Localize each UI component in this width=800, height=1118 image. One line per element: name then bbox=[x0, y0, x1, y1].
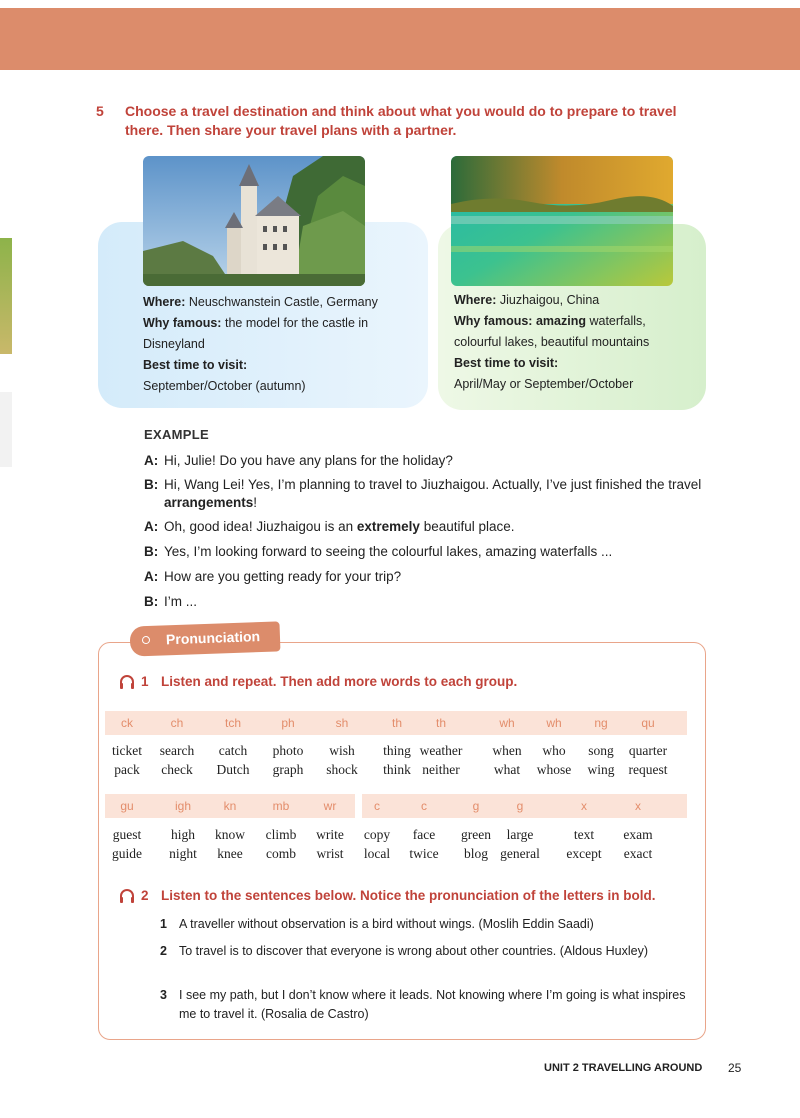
task-number: 5 bbox=[96, 103, 104, 119]
famous-bold: amazing bbox=[535, 314, 586, 328]
question-text: Listen to the sentences below. Notice the pronunciation of the letters in bold. bbox=[161, 888, 656, 903]
example-word: what bbox=[493, 762, 521, 777]
example-word: write bbox=[316, 827, 344, 842]
example-word: thing bbox=[383, 743, 411, 758]
speaker: B: bbox=[144, 594, 159, 609]
example-word: know bbox=[215, 827, 245, 842]
example-word: ticket bbox=[112, 743, 142, 758]
letter-group: wh bbox=[546, 716, 562, 730]
example-word: weather bbox=[419, 743, 463, 758]
line-text: How are you getting ready for your trip? bbox=[164, 569, 402, 584]
castle-photo bbox=[143, 156, 365, 286]
letter-group: ph bbox=[281, 716, 295, 730]
footer-unit: UNIT 2 TRAVELLING AROUND bbox=[544, 1062, 703, 1074]
example-word: photo bbox=[272, 743, 304, 758]
letter-group: th bbox=[391, 716, 402, 730]
example-word: comb bbox=[266, 846, 296, 861]
left-edge-image bbox=[0, 238, 12, 354]
famous-value: the model for the castle in Disneyland bbox=[143, 316, 369, 351]
sentence-text: To travel is to discover that everyone is wrong about other countries. (Aldous Huxley) bbox=[179, 944, 648, 958]
example-word: blog bbox=[463, 846, 488, 861]
example-word: except bbox=[566, 846, 602, 861]
example-word: local bbox=[363, 846, 391, 861]
letter-group: g bbox=[516, 799, 524, 813]
letter-group: x bbox=[635, 799, 641, 813]
letter-group: qu bbox=[641, 716, 655, 730]
question-number: 1 bbox=[141, 674, 149, 689]
example-word: guest bbox=[112, 827, 142, 842]
header-band bbox=[0, 8, 800, 70]
letter-group: ck bbox=[121, 716, 133, 730]
best-time-label: Best time to visit: bbox=[143, 358, 248, 372]
letter-group: x bbox=[581, 799, 587, 813]
speaker: A: bbox=[144, 519, 159, 534]
example-word: think bbox=[383, 762, 411, 777]
example-word: when bbox=[492, 743, 522, 758]
example-word: wrist bbox=[316, 846, 344, 861]
example-word: night bbox=[169, 846, 197, 861]
example-word: guide bbox=[112, 846, 142, 861]
best-time-value: April/May or September/October bbox=[454, 377, 634, 391]
example-word: climb bbox=[265, 827, 297, 842]
where-label: Where: bbox=[454, 293, 497, 307]
famous-label: Why famous: bbox=[454, 314, 533, 328]
castle-info bbox=[143, 292, 423, 397]
example-word: knee bbox=[217, 846, 243, 861]
best-time-value: September/October (autumn) bbox=[143, 379, 306, 393]
example-word: Dutch bbox=[216, 762, 250, 777]
sentence-text: I see my path, but I don’t know where it leads. Not knowing where I’m going is what inspires me to travel it. (Rosalia de Castro) bbox=[179, 988, 686, 1021]
pronunciation-tab bbox=[130, 621, 281, 656]
example-word: catch bbox=[218, 743, 248, 758]
example-word: large bbox=[506, 827, 534, 842]
sentence-text: A traveller without observation is a bird without wings. (Moslih Eddin Saadi) bbox=[179, 917, 594, 931]
line-text: Yes, I’m looking forward to seeing the colourful lakes, amazing waterfalls ... bbox=[164, 544, 613, 559]
sentence-number: 3 bbox=[160, 988, 167, 1002]
circle-icon bbox=[142, 636, 150, 644]
sentence-number: 2 bbox=[160, 944, 167, 958]
line-text: Hi, Wang Lei! Yes, I’m planning to travel to Jiuzhaigou. Actually, I’ve just finished the travel bbox=[164, 477, 702, 492]
line-bold: extremely bbox=[356, 519, 420, 534]
pronunciation-title: Pronunciation bbox=[165, 628, 261, 648]
example-word: exact bbox=[623, 846, 653, 861]
sentence-number: 1 bbox=[160, 917, 167, 931]
line-text: I’m ... bbox=[164, 594, 197, 609]
example-word: wish bbox=[329, 743, 355, 758]
letter-group: ng bbox=[594, 716, 608, 730]
example-word: check bbox=[161, 762, 193, 777]
example-word: copy bbox=[363, 827, 391, 842]
left-edge-panel bbox=[0, 392, 12, 467]
speaker: B: bbox=[144, 544, 159, 559]
famous-value: waterfalls, colourful lakes, beautiful mountains bbox=[454, 314, 650, 349]
line-text: Hi, Julie! Do you have any plans for the holiday? bbox=[164, 453, 453, 468]
example-word: green bbox=[461, 827, 491, 842]
letter-group: wh bbox=[499, 716, 515, 730]
example-word: exam bbox=[623, 827, 653, 842]
speaker: B: bbox=[144, 477, 159, 492]
task-text: Choose a travel destination and think about what you would do to prepare to travel there. Then share your travel plans with a partner. bbox=[125, 103, 677, 138]
where-value: Neuschwanstein Castle, Germany bbox=[188, 295, 378, 309]
where-label: Where: bbox=[143, 295, 186, 309]
line-text: beautiful place. bbox=[419, 519, 515, 534]
line-bold: arrangements bbox=[164, 495, 254, 510]
line-text: Oh, good idea! Jiuzhaigou is an bbox=[164, 519, 357, 534]
example-word: song bbox=[588, 743, 614, 758]
example-word: whose bbox=[536, 762, 572, 777]
letter-group: tch bbox=[224, 716, 241, 730]
letter-group: igh bbox=[174, 799, 191, 813]
example-heading: EXAMPLE bbox=[144, 427, 209, 442]
letter-group: wr bbox=[323, 799, 337, 813]
example-word: twice bbox=[409, 846, 439, 861]
line-text: ! bbox=[253, 495, 258, 510]
example-word: who bbox=[542, 743, 566, 758]
letter-group: c bbox=[374, 799, 380, 813]
example-word: pack bbox=[114, 762, 140, 777]
example-word: search bbox=[159, 743, 195, 758]
letter-group: g bbox=[472, 799, 480, 813]
headphones-icon[interactable] bbox=[118, 887, 136, 905]
example-word: shock bbox=[326, 762, 358, 777]
speaker: A: bbox=[144, 453, 159, 468]
example-word: neither bbox=[422, 762, 460, 777]
famous-label: Why famous: bbox=[143, 316, 222, 330]
letter-group: th bbox=[435, 716, 446, 730]
letter-group: gu bbox=[120, 799, 134, 813]
letter-group: c bbox=[421, 799, 427, 813]
example-word: graph bbox=[272, 762, 304, 777]
jiuzhaigou-photo bbox=[451, 156, 673, 286]
example-word: quarter bbox=[628, 743, 668, 758]
example-word: request bbox=[628, 762, 668, 777]
letter-group: kn bbox=[223, 799, 237, 813]
question-text: Listen and repeat. Then add more words to each group. bbox=[161, 674, 518, 689]
best-time-label: Best time to visit: bbox=[454, 356, 559, 370]
letter-group: sh bbox=[335, 716, 349, 730]
where-value: Jiuzhaigou, China bbox=[499, 293, 600, 307]
jiuzhaigou-info bbox=[454, 290, 704, 395]
letter-group: ch bbox=[170, 716, 184, 730]
question-number: 2 bbox=[141, 888, 149, 903]
example-word: high bbox=[170, 827, 195, 842]
letter-group: mb bbox=[272, 799, 290, 813]
example-word: general bbox=[500, 846, 540, 861]
speaker: A: bbox=[144, 569, 159, 584]
example-word: face bbox=[412, 827, 436, 842]
example-word: wing bbox=[587, 762, 615, 777]
example-word: text bbox=[573, 827, 595, 842]
page-number: 25 bbox=[728, 1061, 742, 1075]
headphones-icon[interactable] bbox=[118, 673, 136, 691]
